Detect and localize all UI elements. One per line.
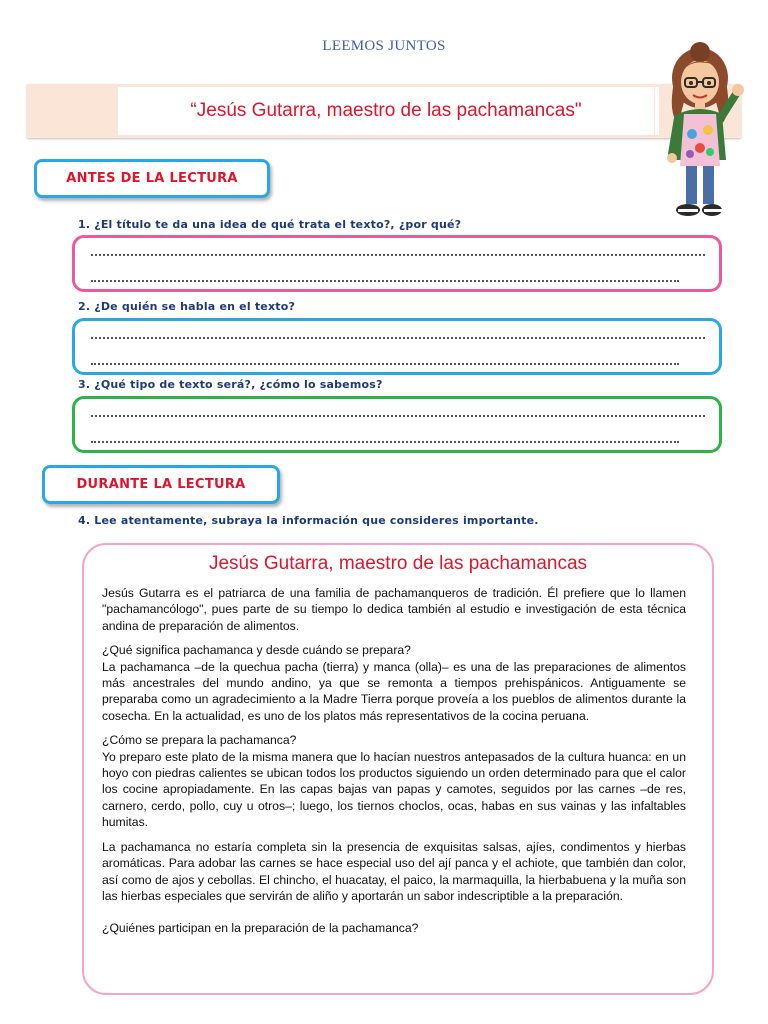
reading-paragraph: La pachamanca no estaría completa sin la presencia de exquisitas salsas, ajíes, condimentos y hierbas aromáticas. Para adobar las carnes se hace especial uso del ají panca y el achiote, que también dan color, así como de ajos y cebollas. El chincho, el huacatay, el paico, la marmaquilla, la hierbabuena y la muña son las hierbas especiales que servirán de aliño y aportarán un sabor indescriptible a la preparación. [102, 839, 686, 903]
question-4 [78, 514, 539, 527]
section-before-reading-text: ANTES DE LA LECTURA [66, 171, 238, 186]
question-1-text: ¿El título te da una idea de qué trata el texto?, ¿por qué? [94, 218, 462, 231]
reading-paragraph: Yo preparo este plato de la misma manera que lo hacían nuestros antepasados de la cultura huanca: en un hoyo con piedras calientes se ubican todos los productos siguiendo un orden determinado para que el calor los cocine apropiadamente. En las capas bajas van papas y camotes, seguidos por las carnes –de res, carnero, cerdo, pollo, cuy u otros–; luego, los tiernos choclos, ocas, habas en sus vainas y las infaltables humitas. [102, 749, 686, 830]
answer-line [91, 335, 705, 339]
reading-subheading: ¿Cómo se prepara la pachamanca? [102, 733, 297, 748]
reading-body [102, 585, 686, 937]
answer-line [91, 439, 679, 443]
question-3-number: 3. [78, 378, 91, 391]
reading-subheading: ¿Qué significa pachamanca y desde cuándo se prepara? [102, 643, 411, 658]
answer-box-2[interactable] [72, 318, 722, 375]
section-during-reading-label [42, 465, 280, 504]
answer-line [91, 413, 705, 417]
answer-line [91, 252, 705, 256]
answer-line [91, 361, 679, 365]
question-4-text: Lee atentamente, subraya la información que consideres importante. [94, 514, 539, 527]
reading-text-box [82, 543, 714, 995]
title-banner-center [118, 87, 654, 135]
answer-line [91, 278, 679, 282]
question-2 [78, 300, 295, 313]
page-header-title: LEEMOS JUNTOS [322, 38, 446, 54]
title-banner [27, 84, 741, 138]
lesson-title: “Jesús Gutarra, maestro de las pachamancas" [190, 100, 582, 121]
question-4-number: 4. [78, 514, 91, 527]
reading-title: Jesús Gutarra, maestro de las pachamancas [208, 553, 588, 574]
teacher-avatar-illustration [650, 42, 748, 224]
question-2-number: 2. [78, 300, 91, 313]
question-3-text: ¿Qué tipo de texto será?, ¿cómo lo sabemos? [94, 378, 383, 391]
question-1 [78, 218, 461, 231]
question-1-number: 1. [78, 218, 91, 231]
reading-paragraph: La pachamanca –de la quechua pacha (tierra) y manca (olla)– es una de las preparaciones de alimentos más ancestrales del mundo andino, ya que se remonta a tiempos prehispánicos. Antiguamente se preparaba como un agradecimiento a la Madre Tierra porque proveía a los pueblos de alimentos durante la cosecha. En la actualidad, es uno de los platos más representativos de la cocina peruana. [102, 659, 686, 723]
answer-box-3[interactable] [72, 396, 722, 453]
question-3 [78, 378, 383, 391]
reading-paragraph: Jesús Gutarra es el patriarca de una familia de pachamanqueros de tradición. Él prefiere que lo llamen "pachamancólogo", pues parte de su tiempo lo dedica también al estudio e investigación de esta técnica andina de preparación de alimentos. [102, 586, 686, 633]
section-before-reading-label [34, 159, 270, 198]
reading-subheading: ¿Quiénes participan en la preparación de la pachamanca? [102, 921, 419, 936]
answer-box-1[interactable] [72, 235, 722, 292]
section-during-reading-text: DURANTE LA LECTURA [76, 477, 246, 492]
question-2-text: ¿De quién se habla en el texto? [94, 300, 296, 313]
